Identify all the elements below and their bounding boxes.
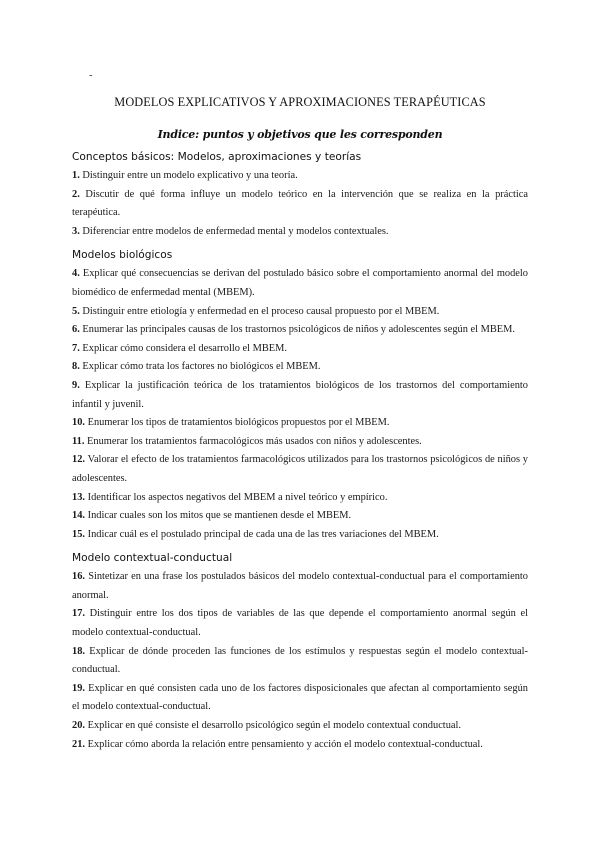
objective-item xyxy=(72,568,528,605)
objective-number: 18. xyxy=(72,645,85,657)
objective-item xyxy=(72,451,528,488)
objective-number: 7. xyxy=(72,342,80,354)
objective-number: 14. xyxy=(72,510,85,522)
objective-number: 2. xyxy=(72,188,80,200)
objective-number: 6. xyxy=(72,324,80,336)
objective-number: 4. xyxy=(72,268,80,280)
objective-text: Enumerar los tratamientos farmacológicos más usados con niños y adolescentes. xyxy=(87,435,422,447)
objective-text: Sintetizar en una frase los postulados básicos del modelo contextual-conductual para el comportamiento anormal. xyxy=(72,571,528,601)
objective-text: Distinguir entre los dos tipos de variables de las que depende el comportamiento anormal según el modelo contextual-conductual. xyxy=(72,608,528,639)
objective-item xyxy=(72,377,528,414)
objective-number: 16. xyxy=(72,571,85,583)
objective-text: Explicar la justificación teórica de los tratamientos biológicos de los trastornos del comportamiento infantil y juvenil. xyxy=(72,379,528,410)
objective-text: Explicar en qué consiste el desarrollo psicológico según el modelo contextual conductual. xyxy=(87,720,461,732)
objective-text: Explicar cómo considera el desarrollo el MBEM. xyxy=(82,342,287,354)
objective-number: 20. xyxy=(72,720,85,732)
section xyxy=(72,551,528,754)
objective-text: Distinguir entre un modelo explicativo y una teoría. xyxy=(82,170,298,181)
objective-text: Explicar en qué consisten cada uno de los factores disposicionales que afectan al comportamiento según el modelo contextual-conductual. xyxy=(72,682,528,713)
objective-number: 5. xyxy=(72,305,80,317)
section-heading: Modelos biológicos xyxy=(72,249,173,262)
objective-text: Indicar cuál es el postulado principal de cada una de las tres variaciones del MBEM. xyxy=(87,528,439,540)
objective-number: 12. xyxy=(72,454,85,466)
objective-item xyxy=(72,736,528,755)
objective-list xyxy=(72,167,528,241)
objective-item xyxy=(72,507,528,526)
objective-number: 17. xyxy=(72,608,85,620)
objective-number: 8. xyxy=(72,361,80,373)
objective-list xyxy=(72,568,528,754)
objective-number: 19. xyxy=(72,682,85,694)
section xyxy=(72,248,528,544)
objective-text: Discutir de qué forma influye un modelo teórico en la intervención que se realiza en la práctica terapéutica. xyxy=(72,188,528,219)
objective-text: Diferenciar entre modelos de enfermedad mental y modelos contextuales. xyxy=(82,225,389,237)
objective-list xyxy=(72,265,528,544)
objective-item xyxy=(72,489,528,508)
objective-item xyxy=(72,340,528,359)
document-title: MODELOS EXPLICATIVOS Y APROXIMACIONES TERAPÉUTICAS xyxy=(114,95,486,109)
objective-item xyxy=(72,605,528,642)
objective-text: Enumerar las principales causas de los trastornos psicológicos de niños y adolescentes según el MBEM. xyxy=(82,324,515,336)
objective-item xyxy=(72,433,528,452)
objective-item xyxy=(72,680,528,717)
objective-number: 21. xyxy=(72,738,85,750)
objective-item xyxy=(72,526,528,545)
objective-item xyxy=(72,321,528,340)
objective-item xyxy=(72,414,528,433)
objective-item xyxy=(72,717,528,736)
objective-item xyxy=(72,223,528,242)
objective-number: 1. xyxy=(72,170,80,181)
objective-text: Explicar de dónde proceden las funciones de los estímulos y respuestas según el modelo contextual-conductual. xyxy=(72,645,528,676)
section xyxy=(72,150,528,241)
objective-text: Valorar el efecto de los tratamientos farmacológicos utilizados para los trastornos psicológicos de niños y adolescentes. xyxy=(72,454,528,484)
objective-number: 3. xyxy=(72,225,80,237)
objective-number: 10. xyxy=(72,417,85,429)
objective-item xyxy=(72,186,528,223)
objective-number: 11. xyxy=(72,435,85,447)
margin-marker: - xyxy=(89,70,93,81)
objective-text: Indicar cuales son los mitos que se mantienen desde el MBEM. xyxy=(87,510,352,522)
sections-container xyxy=(72,150,528,754)
objective-item xyxy=(72,358,528,377)
section-heading: Modelo contextual-conductual xyxy=(72,552,233,565)
objective-text: Explicar cómo trata los factores no biológicos el MBEM. xyxy=(82,361,321,373)
objective-number: 15. xyxy=(72,528,85,540)
objective-item xyxy=(72,265,528,302)
objective-text: Enumerar los tipos de tratamientos biológicos propuestos por el MBEM. xyxy=(87,417,390,429)
objective-item xyxy=(72,167,528,186)
objective-text: Identificar los aspectos negativos del MBEM a nivel teórico y empírico. xyxy=(87,491,388,503)
objective-number: 9. xyxy=(72,379,80,391)
index-subtitle: Indice: puntos y objetivos que les corresponden xyxy=(157,128,443,141)
objective-text: Explicar qué consecuencias se derivan del postulado básico sobre el comportamiento anormal del modelo biomédico de enfermedad mental (MBEM). xyxy=(72,268,529,298)
objective-number: 13. xyxy=(72,491,85,503)
objective-text: Explicar cómo aborda la relación entre pensamiento y acción el modelo contextual-conductual. xyxy=(87,738,483,750)
objective-item xyxy=(72,643,528,680)
objective-text: Distinguir entre etiología y enfermedad en el proceso causal propuesto por el MBEM. xyxy=(82,305,440,317)
section-heading: Conceptos básicos: Modelos, aproximaciones y teorías xyxy=(72,151,362,163)
objective-item xyxy=(72,303,528,322)
